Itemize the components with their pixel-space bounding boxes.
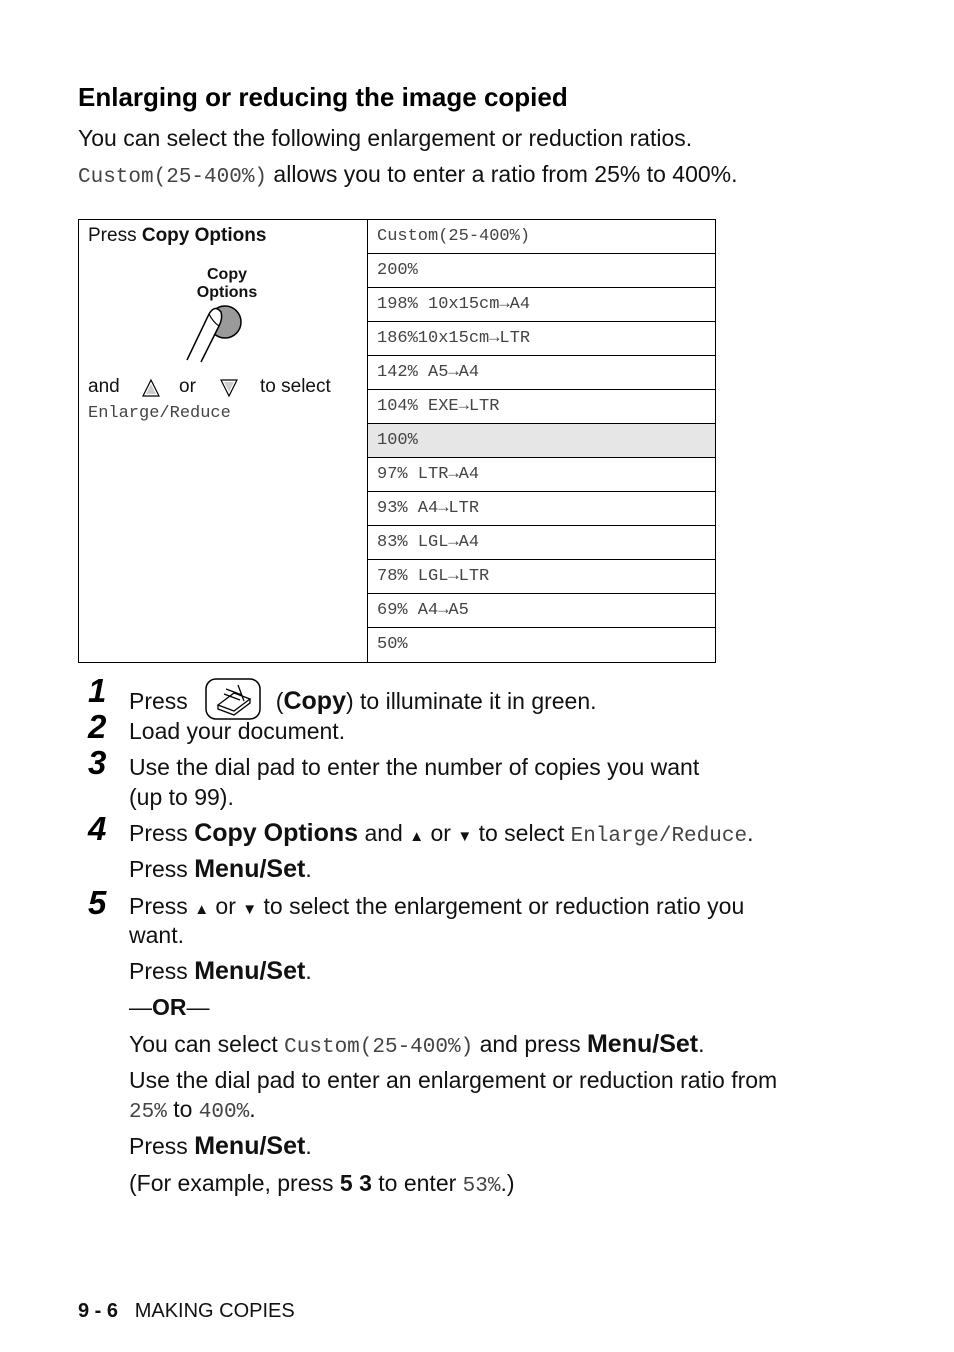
step-5-line-1 [129, 893, 744, 920]
intro-line-2 [78, 161, 738, 189]
step-5-line-2: want. [129, 922, 184, 948]
ratio-option: 142% A5→A4 [368, 356, 715, 390]
copy-key-icon [204, 677, 262, 721]
press-word: Press [129, 893, 195, 919]
ratio-option: 83% LGL→A4 [368, 526, 715, 560]
menu-set-bold: Menu/Set [194, 1132, 306, 1160]
or-word: or [209, 893, 243, 919]
or-separator [129, 994, 210, 1021]
step-5-rest: to select the enlargement or reduction ratio you [257, 893, 745, 919]
select-text: You can select [129, 1031, 285, 1057]
page-footer [78, 1300, 295, 1323]
step-5-press-menu-set [129, 957, 312, 986]
finger-press-button-icon [179, 300, 249, 382]
ratio-option: 198% 10x15cm→A4 [368, 288, 715, 322]
section-name: MAKING COPIES [134, 1300, 295, 1322]
ratio-option: 100% [368, 424, 715, 458]
and-word: and [88, 376, 120, 397]
step-number-4: 4 [88, 810, 107, 847]
code-400: 400% [198, 1101, 250, 1124]
period: . [747, 820, 754, 846]
code-25: 25% [129, 1101, 167, 1124]
down-arrow-icon: ▼ [457, 828, 473, 845]
ratio-option: 93% A4→LTR [368, 492, 715, 526]
menu-set-bold: Menu/Set [194, 855, 306, 883]
or-word: or [179, 376, 196, 397]
step-number-1: 1 [88, 672, 107, 709]
press-word: Press [129, 688, 188, 715]
or-bold: OR [152, 994, 187, 1020]
press-word: Press [129, 820, 195, 846]
and-press-text: and press [473, 1031, 587, 1057]
step-4-line-2 [129, 855, 312, 884]
custom-select-line [129, 1030, 705, 1059]
up-arrow-icon: ▲ [194, 901, 210, 918]
ratio-option: 200% [368, 254, 715, 288]
press-word: Press [88, 225, 142, 246]
ratio-option: 69% A4→A5 [368, 594, 715, 628]
period: . [305, 1133, 312, 1159]
section-heading: Enlarging or reducing the image copied [78, 82, 568, 112]
period: . [249, 1096, 256, 1122]
menu-set-bold: Menu/Set [194, 957, 306, 985]
copy-options-bold: Copy Options [141, 225, 267, 246]
em-dash: — [186, 994, 210, 1020]
step-3-line-2: (up to 99). [129, 784, 234, 810]
custom-code: Custom(25-400%) [78, 166, 268, 189]
and-up-or-down-text [88, 376, 363, 402]
step-2-text: Load your document. [129, 718, 346, 744]
ratio-table [78, 219, 716, 663]
instruction-cell [79, 220, 368, 662]
and-word: and [358, 820, 410, 846]
or-word: or [424, 820, 458, 846]
down-triangle-outline-icon [219, 378, 239, 398]
to-select-words: to select [472, 820, 571, 846]
menu-set-bold: Menu/Set [586, 1030, 699, 1058]
open-paren: ( [275, 688, 284, 715]
up-triangle-outline-icon [141, 378, 161, 398]
step-number-3: 3 [88, 744, 107, 781]
dial-pad-line: Use the dial pad to enter an enlargement or reduction ratio from [129, 1067, 778, 1093]
example-open: (For example, press [129, 1170, 340, 1196]
intro-line-1: You can select the following enlargement or reduction ratios. [78, 125, 693, 151]
to-select-words: to select [260, 376, 331, 397]
press-word: Press [129, 1133, 195, 1159]
range-line [129, 1096, 256, 1124]
ratio-option: 78% LGL→LTR [368, 560, 715, 594]
example-mid: to enter [371, 1170, 463, 1196]
example-keys-bold: 5 3 [339, 1170, 372, 1196]
step-number-2: 2 [88, 708, 107, 745]
ratio-option: 50% [377, 635, 408, 654]
press-word: Press [129, 856, 195, 882]
copy-bold: Copy [283, 687, 346, 716]
ratio-option: 97% LTR→A4 [368, 458, 715, 492]
down-arrow-icon: ▼ [242, 901, 258, 918]
example-close: .) [500, 1170, 515, 1196]
ratio-list [368, 220, 715, 662]
example-line [129, 1170, 515, 1198]
up-arrow-icon: ▲ [409, 828, 425, 845]
press-copy-options-text [88, 225, 266, 247]
custom-code: Custom(25-400%) [284, 1036, 474, 1059]
press-menu-set-line [129, 1132, 312, 1161]
example-code: 53% [462, 1175, 501, 1198]
copy-options-bold: Copy Options [194, 819, 359, 847]
page-number: 9 - 6 [78, 1300, 119, 1322]
step-4-line-1 [129, 819, 753, 848]
period: . [305, 856, 312, 882]
ratio-option: 186%10x15cm→LTR [368, 322, 715, 356]
em-dash: — [129, 994, 152, 1020]
step-1-rest: ) to illuminate it in green. [345, 688, 597, 715]
enlarge-reduce-code: Enlarge/Reduce [88, 404, 231, 423]
step-number-5: 5 [88, 884, 107, 921]
intro-line-2-rest: allows you to enter a ratio from 25% to 400%. [267, 161, 738, 187]
period: . [305, 958, 312, 984]
enlarge-reduce-code: Enlarge/Reduce [570, 825, 748, 848]
period: . [698, 1031, 705, 1057]
press-word: Press [129, 958, 195, 984]
to-word: to [166, 1096, 199, 1122]
copy-options-button-label: Copy Options [196, 266, 258, 301]
step-3-line-1: Use the dial pad to enter the number of copies you want [129, 754, 700, 780]
ratio-option: 104% EXE→LTR [368, 390, 715, 424]
ratio-option: Custom(25-400%) [368, 220, 715, 254]
